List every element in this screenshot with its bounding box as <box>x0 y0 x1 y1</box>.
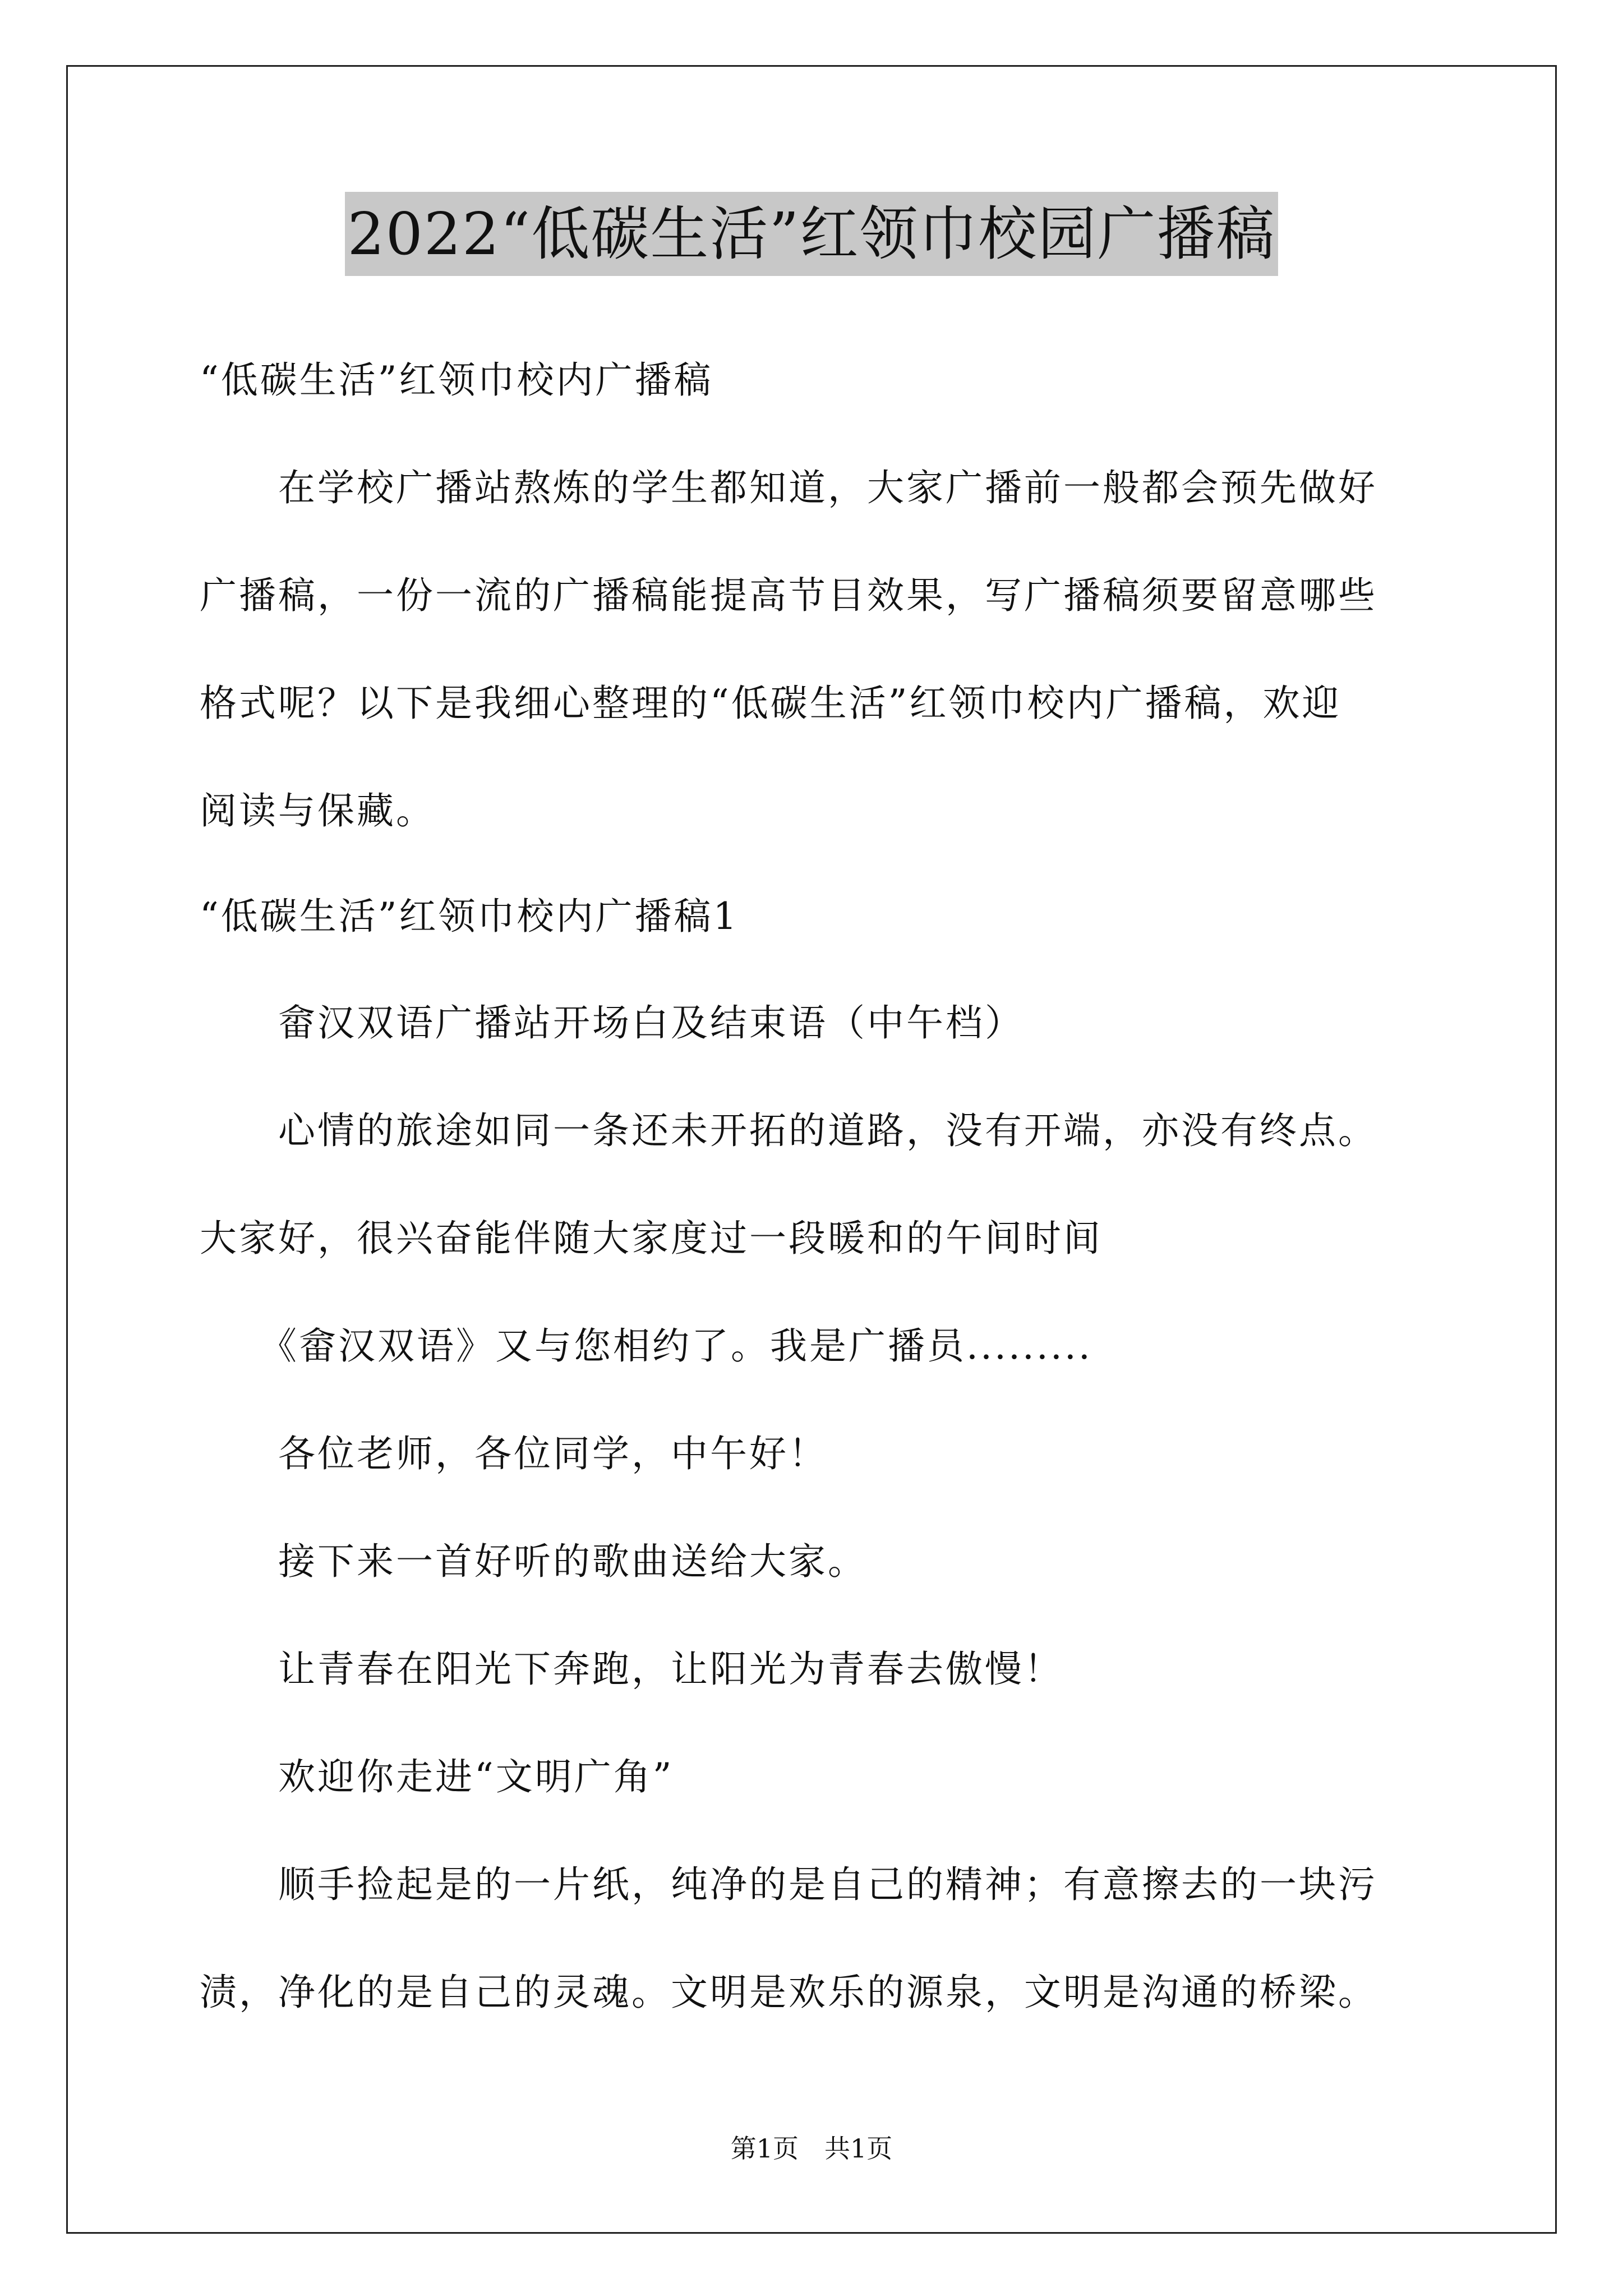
paragraph-line: 欢迎你走进“文明广角” <box>200 1755 674 1798</box>
paragraph-line: 在学校广播站熬炼的学生都知道，大家广播前一般都会预先做好 <box>200 466 1377 509</box>
paragraph-line: 格式呢？以下是我细心整理的“低碳生活”红领巾校内广播稿，欢迎 <box>200 682 1341 725</box>
paragraph-line: 各位老师，各位同学，中午好！ <box>200 1432 828 1475</box>
paragraph-line: 接下来一首好听的歌曲送给大家。 <box>200 1540 867 1583</box>
paragraph-line: 大家好，很兴奋能伴随大家度过一段暖和的午间时间 <box>200 1217 1103 1260</box>
paragraph-line: 畲汉双语广播站开场白及结束语（中午档） <box>200 1001 1024 1045</box>
paragraph-line: 心情的旅途如同一条还未开拓的道路，没有开端，亦没有终点。 <box>200 1109 1377 1152</box>
document-title: 2022“低碳生活”红领巾校园广播稿 <box>345 192 1278 276</box>
title-container <box>0 192 1623 276</box>
page-footer: 第1页 共1页 <box>730 2133 893 2164</box>
paragraph-line: 让青春在阳光下奔跑，让阳光为青春去傲慢！ <box>200 1648 1063 1691</box>
paragraph-line: 渍，净化的是自己的灵魂。文明是欢乐的源泉，文明是沟通的桥梁。 <box>200 1971 1377 2014</box>
paragraph-line: 《畲汉双语》又与您相约了。我是广播员......... <box>200 1324 1092 1368</box>
paragraph-line: 广播稿，一份一流的广播稿能提高节目效果，写广播稿须要留意哪些 <box>200 574 1377 617</box>
section-heading: “低碳生活”红领巾校内广播稿1 <box>200 895 739 938</box>
paragraph-line: 阅读与保藏。 <box>200 789 435 832</box>
subtitle-line: “低碳生活”红领巾校内广播稿 <box>200 358 713 402</box>
paragraph-line: 顺手捡起是的一片纸，纯净的是自己的精神；有意擦去的一块污 <box>200 1863 1377 1906</box>
